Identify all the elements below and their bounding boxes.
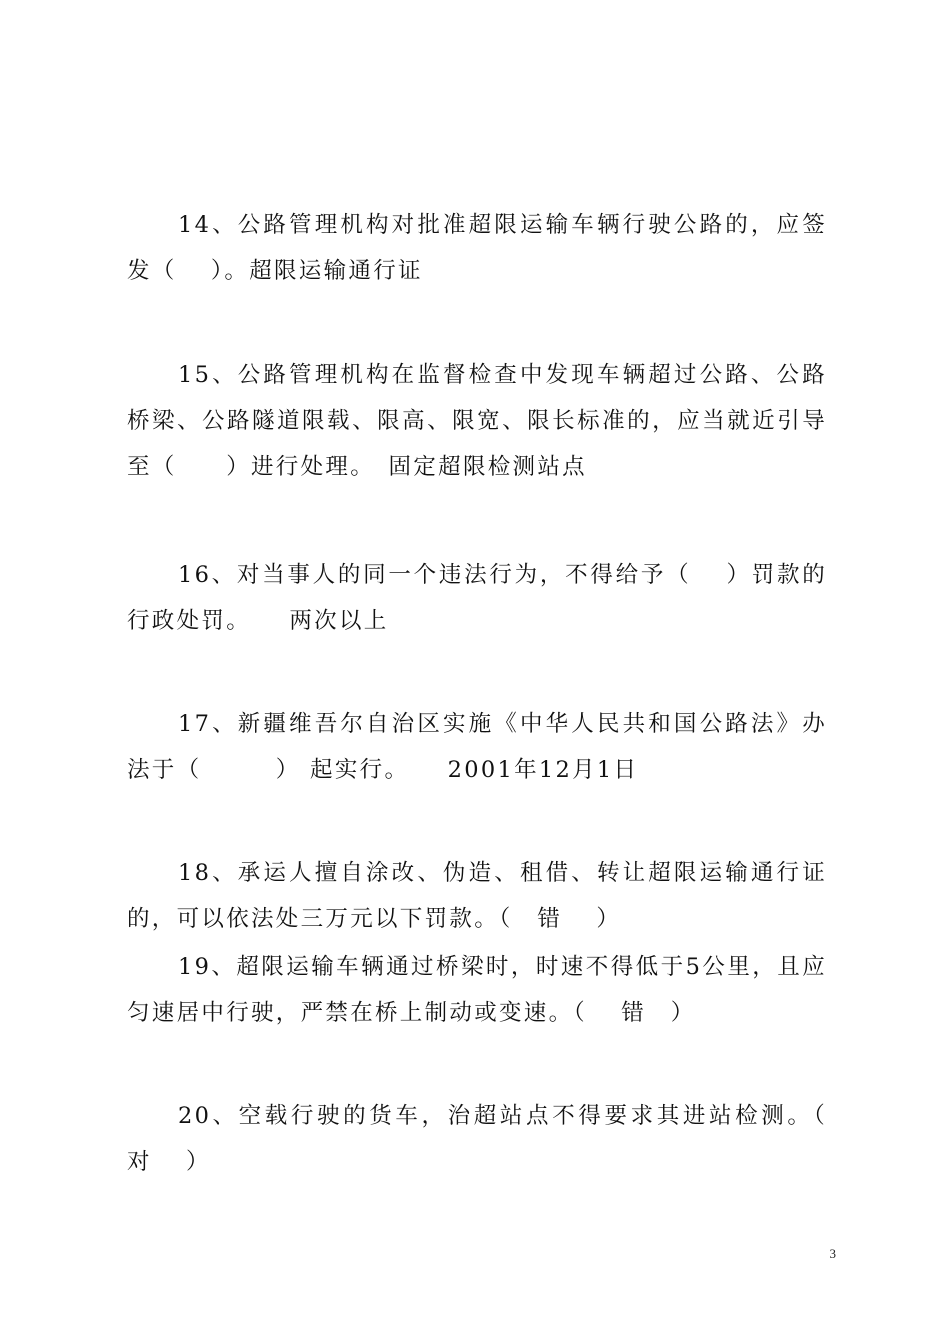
question-18: 18、承运人擅自涂改、伪造、租借、转让超限运输通行证的，可以依法处三万元以下罚款。（ 错 ） — [127, 860, 827, 932]
question-14: 14、公路管理机构对批准超限运输车辆行驶公路的，应签发（ ）。超限运输通行证 — [127, 212, 827, 284]
question-17: 17、新疆维吾尔自治区实施《中华人民共和国公路法》办法于（ ） 起实行。 2001年12月1日 — [127, 711, 827, 783]
question-19: 19、超限运输车辆通过桥梁时，时速不得低于5公里，且应匀速居中行驶，严禁在桥上制动或变速。（ 错 ） — [127, 954, 827, 1026]
page-number: 3 — [829, 1246, 836, 1261]
question-20: 20、空载行驶的货车，治超站点不得要求其进站检测。（ 对 ） — [127, 1103, 852, 1175]
question-16: 16、对当事人的同一个违法行为，不得给予（ ）罚款的行政处罚。 两次以上 — [127, 562, 827, 634]
question-15: 15、公路管理机构在监督检查中发现车辆超过公路、公路桥梁、公路隧道限载、限高、限宽、限长标准的，应当就近引导至（ ）进行处理。 固定超限检测站点 — [127, 362, 827, 480]
